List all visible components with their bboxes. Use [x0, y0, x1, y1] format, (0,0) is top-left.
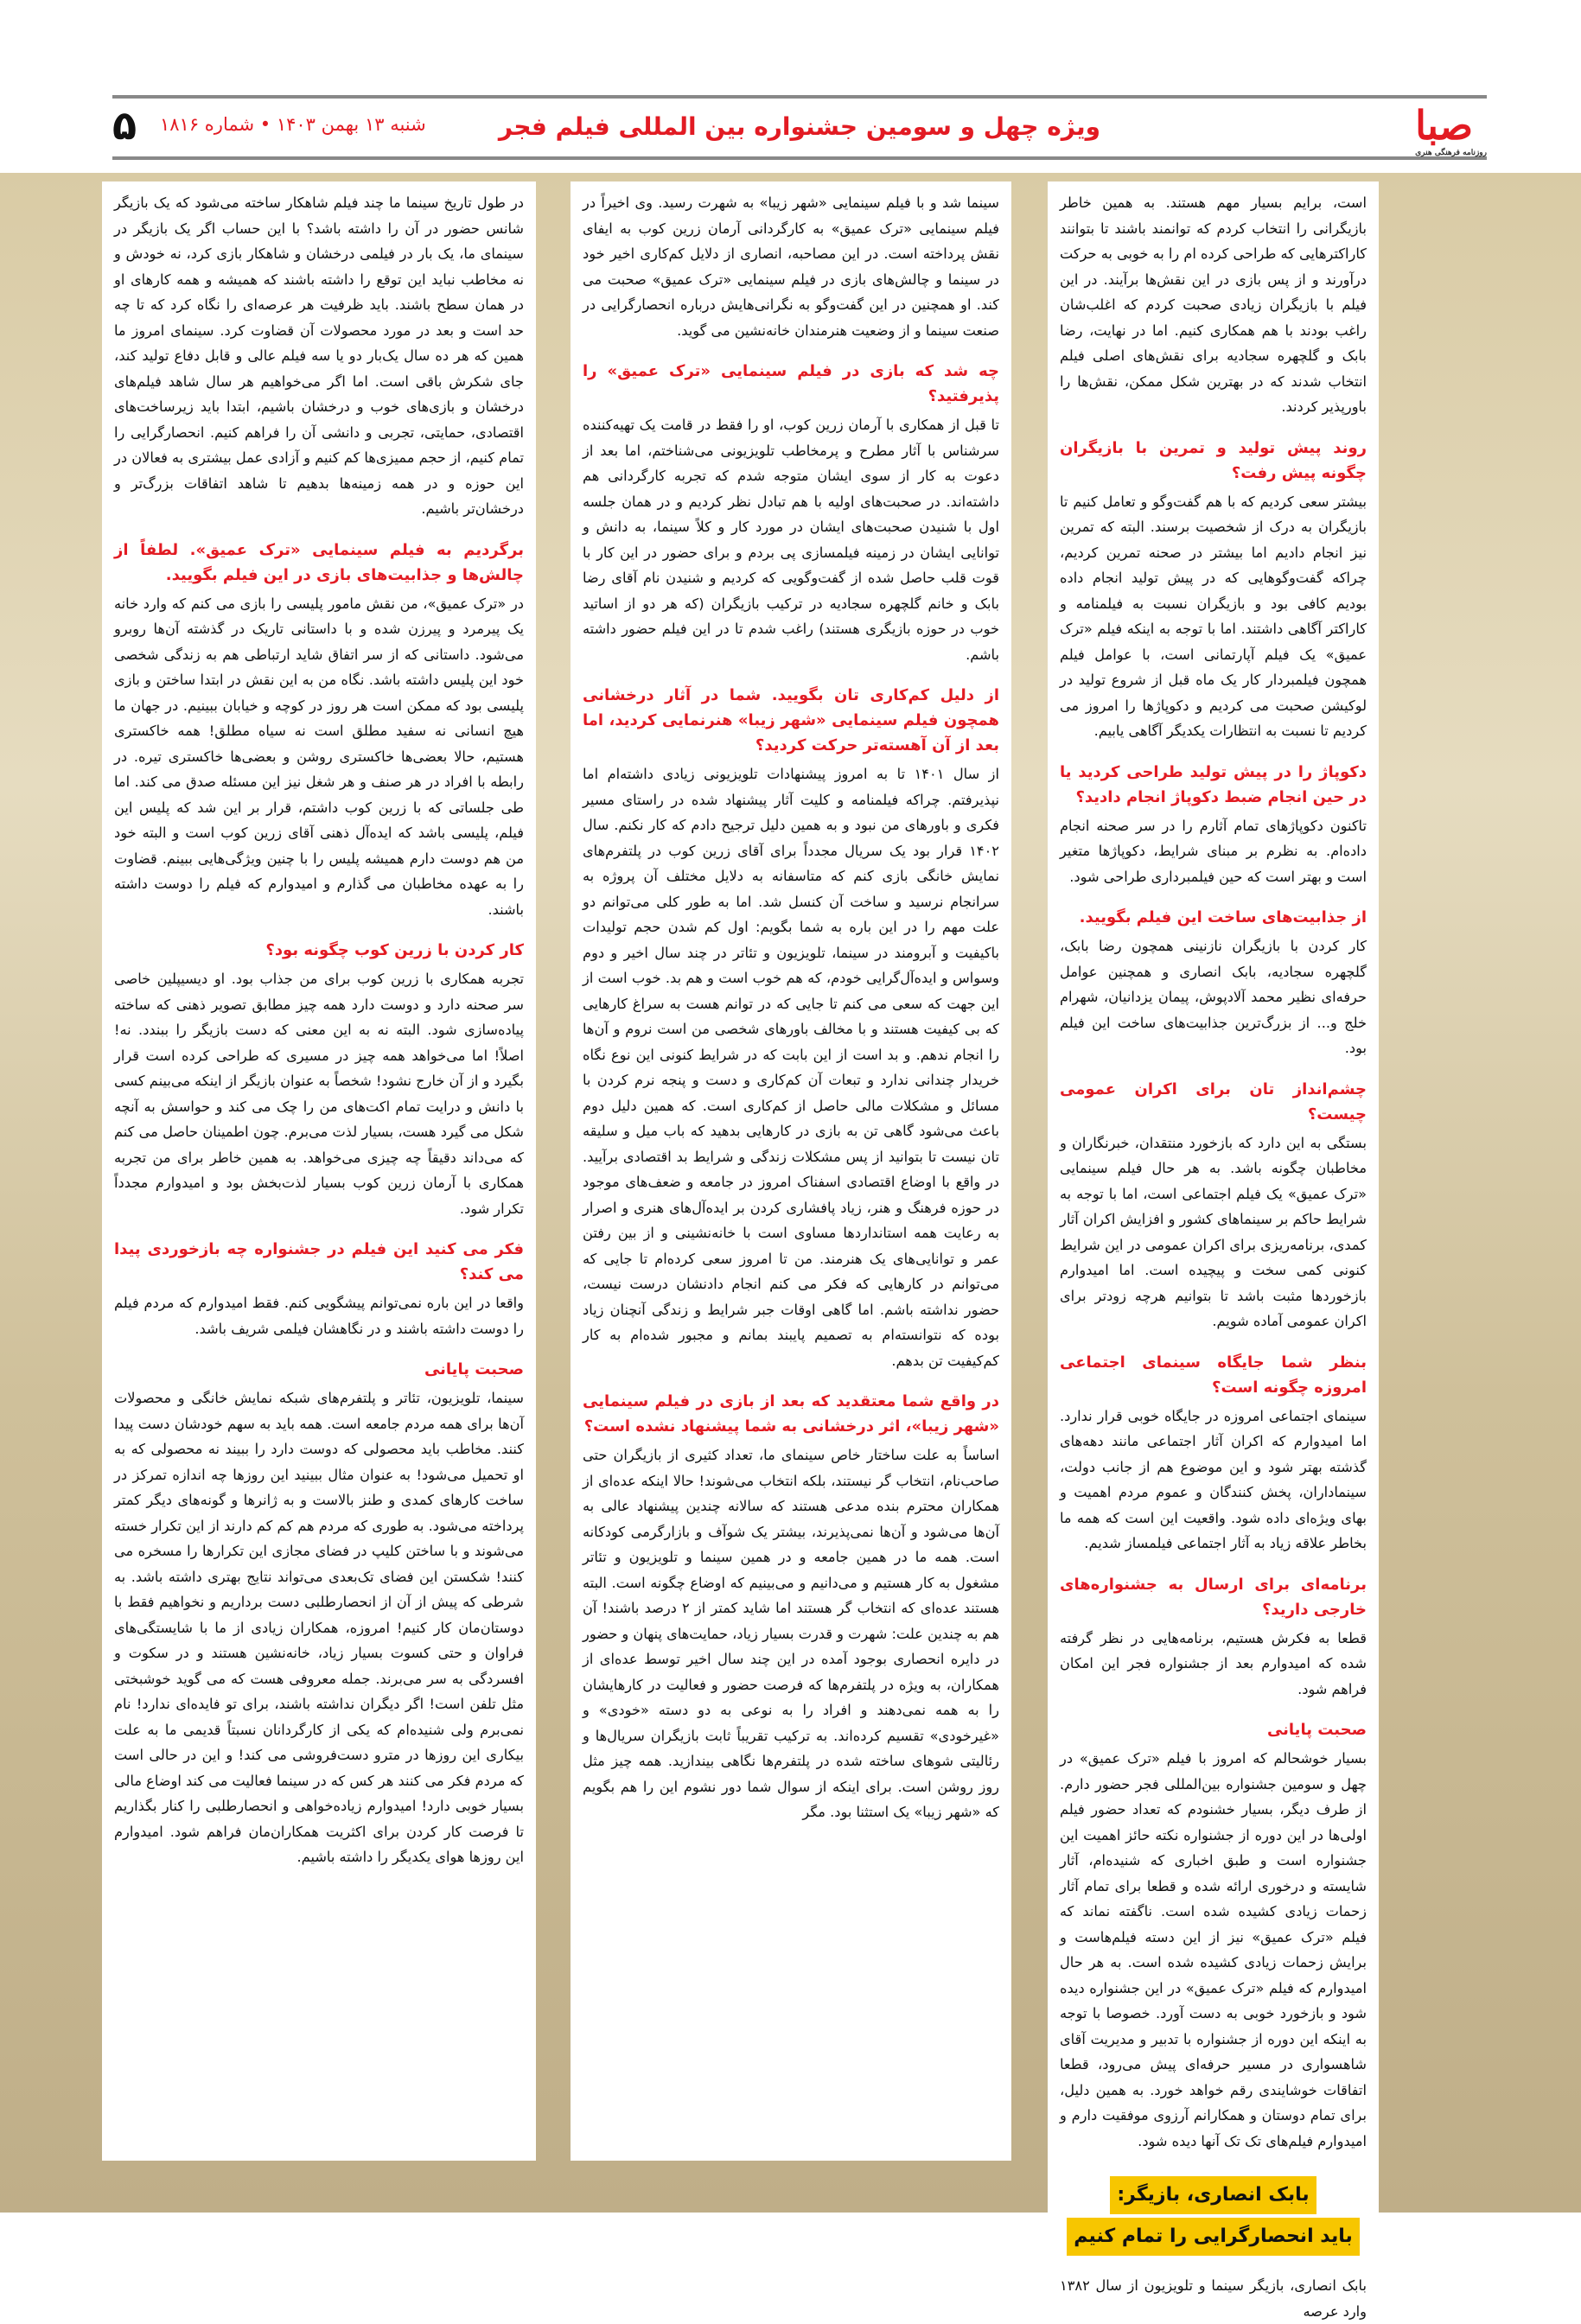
question-heading: چه شد که بازی در فیلم سینمایی «ترک عمیق» را پذیرفتید؟ [583, 362, 999, 405]
paragraph: در طول تاریخ سینما ما چند فیلم شاهکار ساخته می‌شود که یک بازیگر شانس حضور در آن را داشته باشد؟ با این حساب اگر یک بازیگر در سینمای ما، یک بار در فیلمی درخشان و شاهکار بازی کرد، نه خودش و نه مخاطب نباید این توقع را داشته باشند که همیشه و همه کارهای او در همان سطح باشند. باید ظرفیت هر عرصه‌ای را نگاه کرد که تا چه حد است و بعد در مورد محصولات آن قضاوت کرد. سینمای امروز ما همین که هر ده سال یک‌بار دو یا سه فیلم عالی و قابل دفاع تولید کند، جای شکرش باقی است. اما اگر می‌خواهیم هر سال شاهد فیلم‌های درخشان و بازی‌های خوب و درخشان باشیم، ابتدا باید زیرساخت‌های اقتصادی، حمایتی، تجربی و دانشی آن را فراهم کنیم. انحصارگرایی را تمام کنیم، از حجم ممیزی‌ها کم کنیم و آزادی عمل بیشتری به فعالان در این حوزه و در همه زمینه‌ها بدهیم تا شاهد اتفاقات بزرگ‌تر و درخشان‌تر باشیم. [114, 194, 524, 517]
right-column [1048, 181, 1379, 2320]
answer-paragraph: اساساً به علت ساختار خاص سینمای ما، تعداد کثیری از بازیگران حتی صاحب‌نام، انتخاب گر نیستند، بلکه انتخاب می‌شوند! حالا اینکه عده‌ای از همکاران محترم بنده مدعی هستند که سالانه چندین پیشنهاد عالی به آن‌ها می‌شود و آن‌ها نمی‌پذیرند، بیشتر یک شوآف و بازارگرمی کودکانه است. همه ما در همین جامعه و در همین سینما و تلویزیون و تئاتر مشغول به کار هستیم و می‌دانیم و می‌بینیم که اوضاع چگونه است. البته هستند عده‌ای که انتخاب گر هستند اما شاید کمتر از ۲ درصد باشند! آن هم به چندین علت: شهرت و قدرت بسیار زیاد، حمایت‌های پنهان و حضور در دایره انحصاری بوجود آمده در این چند سال اخیر توسط عده‌ای از همکاران، به ویژه در پلتفرم‌ها که فرصت حضور و فعالیت در کارهایشان را به همه نمی‌دهند و افراد را به نوعی به دو دسته «خودی» و «غیرخودی» تقسیم کرده‌اند. به ترکیب تقریباً ثابت بازیگران سریال‌ها و رئالیتی شوهای ساخته شده در پلتفرم‌ها نگاهی بیندازید. همه چیز مثل روز روشن است. برای اینکه از سوال شما دور نشوم این را هم بگویم که «شهر زیبا» یک استثنا بود. مگر [583, 1447, 999, 1820]
answer-paragraph: بستگی به این دارد که بازخورد منتقدان، خبرنگاران و مخاطبان چگونه باشد. به هر حال فیلم سینمایی «ترک عمیق» یک فیلم اجتماعی است، اما با توجه به شرایط حاکم بر سینماهای کشور و افزایش اکران آثار کمدی، برنامه‌ریزی برای اکران عمومی در این شرایط کنونی کمی سخت و پیچیده است. اما امیدوارم بازخوردها مثبت باشد تا بتوانیم هرچه زودتر برای اکران عمومی آماده شویم. [1060, 1134, 1367, 1329]
middle-column [571, 181, 1011, 2161]
newspaper-logo [1415, 102, 1487, 157]
answer-paragraph: بسیار خوشحالم که امروز با فیلم «ترک عمیق» در چهل و سومین جشنواره بین‌المللی فجر حضور دارم. از طرف دیگر، بسیار خشنودم که تعداد حضور فیلم اولی‌ها در این دوره از جشنواره نکته حائز اهمیت این جشنواره است و طبق اخباری که شنیده‌ام، آثار شایسته و درخوری ارائه شده و قطعا برای تمام آثار زحمات زیادی کشیده شده است. ناگفته نماند که فیلم «ترک عمیق» نیز از این دسته فیلم‌هاست و برایش زحمات زیادی کشیده شده است. به هر حال امیدوارم که فیلم «ترک عمیق» در این جشنواره دیده شود و بازخورد خوبی به دست آورد. خصوصا با توجه به اینکه این دوره از جشنواره با تدبیر و مدیریت آقای شاهسواری در مسیر حرفه‌ای پیش می‌رود، قطعا اتفاقات خوشایندی رقم خواهد خورد. به همین دلیل، برای تمام دوستان و همکارانم آرزوی موفقیت دارم و امیدوارم فیلم‌های تک تک آنها دیده شود. [1060, 1750, 1367, 2149]
question-heading: از دلیل کم‌کاری تان بگویید. شما در آثار درخشانی همچون فیلم سینمایی «شهر زیبا» هنرنمایی کردید، اما بعد از آن آهسته‌تر حرکت کردید؟ [583, 686, 999, 755]
logo-tagline: روزنامه فرهنگی هنری [1415, 149, 1487, 157]
answer-paragraph: واقعا در این باره نمی‌توانم پیشگویی کنم. فقط امیدوارم که مردم فیلم را دوست داشته باشند و در نگاهشان فیلمی شریف باشد. [114, 1295, 524, 1337]
interview-intro: بابک انصاری، بازیگر سینما و تلویزیون از سال ۱۳۸۲ وارد عرصه [1060, 2277, 1367, 2320]
answer-paragraph: در «ترک عمیق»، من نقش مامور پلیسی را بازی می کنم که وارد خانه یک پیرمرد و پیرزن شده و با داستانی تاریک در گذشته آن‌ها روبرو می‌شود. داستانی که از سر اتفاق شاید ارتباطی هم به زندگی شخصی خود این پلیس داشته باشد. نگاه من به این نقش در ابتدا ساختن و بازی پلیسی بود که ممکن است هر روز در کوچه و خیابان ببینیم. در جهان ما هیچ انسانی نه سفید مطلق است نه سیاه مطلق! همه خاکستری هستیم، حالا بعضی‌ها خاکستری روشن و بعضی‌ها خاکستری تیره. در رابطه با افراد در هر صنف و هر شغل نیز این مسئله صدق می کند. اما طی جلساتی که با زرین کوب داشتم، قرار بر این شد که پلیس این فیلم، پلیسی باشد که ایده‌آل ذهنی آقای زرین کوب است و البته خود من هم دوست دارم همیشه پلیس را با چنین ویژگی‌هایی ببینم. قضاوت را به عهده مخاطبان می گذارم و امیدوارم که فیلم را دوست داشته باشند. [114, 595, 524, 918]
question-heading: روند پیش تولید و تمرین با بازیگران چگونه پیش رفت؟ [1060, 438, 1367, 482]
interview-title [1060, 2174, 1367, 2257]
interview-title-line2: باید انحصارگرایی را تمام کنیم [1067, 2218, 1360, 2256]
answer-paragraph: تا قبل از همکاری با آرمان زرین کوب، او را فقط در قامت یک تهیه‌کننده سرشناس با آثار مطرح و پرمخاطب تلویزیونی می‌شناختم، اما بعد از دعوت به کار از سوی ایشان متوجه شدم که تجربه کارگردانی هم داشته‌اند. در صحبت‌های اولیه با هم تبادل نظر کردیم و در همان جلسه اول با شنیدن صحبت‌های ایشان در مورد کار و کلاً سینما، به دانش و توانایی ایشان در زمینه فیلمسازی پی بردم و برای حضور در این کار با قوت قلب حاصل شده از گفت‌وگویی که کردیم و شنیدن نام آقای رضا بابک و خانم گلچهره سجادیه در ترکیب بازیگران (که هر دو از اساتید خوب در حوزه بازیگری هستند) راغب شدم تا در این فیلم حضور داشته باشم. [583, 417, 999, 663]
question-heading: فکر می کنید این فیلم در جشنواره چه بازخوردی پیدا می کند؟ [114, 1240, 524, 1283]
paragraph: است، برایم بسیار مهم هستند. به همین خاطر بازیگرانی را انتخاب کردم که توانمند باشند تا بتوانند کاراکترهایی که طراحی کرده ام را به خوبی به حرکت درآورند و از پس بازی در این نقش‌ها برآیند. در این فیلم با بازیگران زیادی صحبت کردم که اغلب‌شان راغب بودند با هم همکاری کنیم. اما در نهایت، رضا بابک و گلچهره سجادیه برای نقش‌های اصلی فیلم انتخاب شدند که در بهترین شکل ممکن، نقش‌ها را باورپذیر کردند. [1060, 194, 1367, 415]
answer-paragraph: تجربه همکاری با زرین کوب برای من جذاب بود. او دیسیپلین خاصی سر صحنه دارد و دوست دارد همه چیز مطابق تصویر ذهنی که ساخته پیاده‌سازی شود. البته نه به این معنی که دست بازیگر را ببندد. نه! اصلاً! اما می‌خواهد همه چیز در مسیری که طراحی کرده است قرار بگیرد و از آن خارج نشود! شخصاً به عنوان بازیگر از اینکه می‌بینم کسی با دانش و درایت تمام اکت‌های من را چک می کند و حواسش به آنچه شکل می گیرد هست، بسیار لذت می‌برم. چون اطمینان حاصل می کنم که می‌داند دقیقاً چه چیزی می‌خواهد. به همین خاطر برای من تجربه همکاری با آرمان زرین کوب بسیار لذت‌بخش بود و امیدوارم مجدداً تکرار شود. [114, 971, 524, 1217]
question-heading: برگردیم به فیلم سینمایی «ترک عمیق». لطفاً از چالش‌ها و جذابیت‌های بازی در این فیلم بگویید. [114, 540, 524, 584]
question-heading: در واقع شما معتقدید که بعد از بازی در فیلم سینمایی «شهر زیبا»، اثر درخشانی به شما پیشنهاد نشده است؟ [583, 1392, 999, 1436]
answer-paragraph: سینمای اجتماعی امروزه در جایگاه خوبی قرار ندارد. اما امیدوارم که اکران آثار اجتماعی مانند دهه‌های گذشته بهتر شود و این موضوع هم از جانب دولت، سینماداران، پخش کنندگان و عموم مردم اهمیت و بهای ویژه‌ای داده شود. واقعیت این است که همه ما بخاطر علاقه زیاد به آثار اجتماعی فیلمساز شدیم. [1060, 1407, 1367, 1551]
question-heading: بنظر شما جایگاه سینمای اجتماعی امروزه چگونه است؟ [1060, 1353, 1367, 1397]
question-heading: چشم‌انداز تان برای اکران عمومی چیست؟ [1060, 1079, 1367, 1124]
question-heading: از جذابیت‌های ساخت این فیلم بگویید. [1079, 908, 1367, 926]
answer-paragraph: از سال ۱۴۰۱ تا به امروز پیشنهادات تلویزیونی زیادی داشته‌ام اما نپذیرفتم. چراکه فیلمنامه و کلیت آثار پیشنهاد شده در راستای مسیر فکری و باورهای من نبود و به همین دلیل ترجیح دادم که کار نکنم. سال ۱۴۰۲ قرار بود یک سریال مجدداً برای آقای زرین کوب در پلتفرم‌های نمایش خانگی بازی کنم که متاسفانه به دلایل مختلف آن پروژه به سرانجام نرسید و ساخت آن کنسل شد. اما به طور کلی می‌توانم دو علت مهم را در این باره به شما بگویم: اول کم شدن حجم تولیدات باکیفیت و آبرومند در سینما، تلویزیون و تئاتر در چند سال اخیر و دوم وسواس و ایده‌آل‌گرایی خودم، که هم خوب است و هم بد. خوب است از این جهت که سعی می کنم تا جایی که در توانم هست به سراغ کارهایی که بی کیفیت هستند و با مخالف باورهای شخصی من است نروم و آن‌ها را انجام ندهم. و بد است از این بابت که در شرایط کنونی این نوع نگاه خریدار چندانی ندارد و تبعات آن کم‌کاری و دست و پنجه نرم کردن با مسائل و مشکلات مالی حاصل از کم‌کاری است. که همین دلیل دوم باعث می‌شود گاهی تن به بازی در کارهایی بدهید که باب میل و سلیقه تان نیست تا بتوانید از پس مشکلات زندگی و شرایط بد اقتصادی برآیید. در واقع با اوضاع اقتصادی اسفناک امروز در جامعه و ضعف‌های موجود در حوزه فرهنگ و هنر، زیاد پافشاری کردن بر ایده‌آل‌های هنری و اصرار به رعایت همه استانداردها مساوی است با خانه‌نشینی و از بین رفتن عمر و توانایی‌های یک هنرمند. من تا امروز سعی کرده‌ام تا جایی که می‌توانم در کارهایی که فکر می کنم انجام دادنشان درست نیست، حضور نداشته باشم. اما گاهی اوقات جبر شرایط و زندگی آنچنان زیاد بوده که نتوانسته‌ام به تصمیم پایبند بمانم و مجبور شده‌ام به کار کم‌کیفیت تن بدهم. [583, 766, 999, 1369]
logo-text: صبا [1415, 102, 1474, 149]
paragraph: سینما شد و با فیلم سینمایی «شهر زیبا» به شهرت رسید. وی اخیراً در فیلم سینمایی «ترک عمیق» به کارگردانی آرمان زرین کوب به ایفای نقش پرداخته است. در این مصاحبه، انصاری از دلایل کم‌کاری اخیر خود در سینما و چالش‌های بازی در فیلم سینمایی «ترک عمیق» صحبت می کند. او همچنین در این گفت‌وگو به نگرانی‌هایش درباره انحصارگرایی در صنعت سینما و از وضعیت هنرمندان خانه‌نشین می گوید. [583, 194, 999, 339]
issue-date: شنبه ۱۳ بهمن ۱۴۰۳ • شماره ۱۸۱۶ [160, 114, 426, 135]
question-heading: صحبت پایانی [1266, 1721, 1367, 1739]
left-column [102, 181, 536, 2161]
question-heading: کار کردن با زرین کوب چگونه بود؟ [265, 941, 524, 959]
question-heading: دکوپاژ را در پیش تولید طراحی کردید یا در حین انجام ضبط دکوپاژ انجام دادید؟ [1060, 762, 1367, 806]
answer-paragraph: کار کردن با بازیگران نازنینی همچون رضا بابک، گلچهره سجادیه، بابک انصاری و همچنین عوامل حرفه‌ای نظیر محمد آلادپوش، پیمان یزدانیان، شهرام خلج و... از بزرگ‌ترین جذابیت‌های ساخت این فیلم بود. [1060, 938, 1367, 1056]
page-number: ۵ [112, 102, 137, 149]
answer-paragraph: بیشتر سعی کردیم که با هم گفت‌وگو و تعامل کنیم تا بازیگران به درک از شخصیت برسند. البته که تمرین نیز انجام دادیم اما بیشتر در صحنه تمرین کردیم، چراکه گفت‌وگوهایی که در پیش تولید انجام داده بودیم کافی بود و بازیگران نسبت به فیلمنامه و کاراکتر آگاهی داشتند. اما با توجه به اینکه فیلم «ترک عمیق» یک فیلم آپارتمانی است، با عوامل فیلم همچون فیلمبردار کار یک ماه قبل از شروع تولید در لوکیشن صحبت می کردیم و دکوپاژها را امروز می کردیم تا نسبت به انتظارات یکدیگر آگاهی یابیم. [1060, 493, 1367, 739]
question-heading: صحبت پایانی [424, 1360, 524, 1378]
question-heading: برنامه‌ای برای ارسال به جشنواره‌های خارجی دارید؟ [1060, 1575, 1367, 1619]
answer-paragraph: قطعا به فکرش هستیم، برنامه‌هایی در نظر گرفته شده که امیدوارم بعد از جشنواره فجر این امکان فراهم شود. [1060, 1629, 1367, 1697]
interview-title-line1: بابک انصاری، بازیگر: [1110, 2176, 1316, 2214]
answer-paragraph: تاکنون دکوپاژهای تمام آثارم را در سر صحنه انجام داده‌ام. به نظرم بر مبنای شرایط، دکوپاژها متغیر است و بهتر است که حین فیلمبرداری طراحی شود. [1060, 817, 1367, 885]
answer-paragraph: سینما، تلویزیون، تئاتر و پلتفرم‌های شبکه نمایش خانگی و محصولات آن‌ها برای همه مردم جامعه است. همه باید به سهم خودشان دست پیدا کنند. مخاطب باید محصولی که دوست دارد را ببیند نه محصولی که به او تحمیل می‌شود! به عنوان مثال ببینید این روزها چه اندازه تمرکز در ساخت کارهای کمدی و طنز بالاست و به ژانرها و گونه‌های دیگر کمتر پرداخته می‌شود. به طوری که مردم هم کم کم دارند از این تکرار خسته می‌شوند و با ساختن کلیپ در فضای مجازی این تکرارها را مسخره می کنند! شکستن این فضای تک‌بعدی می‌تواند نتایج بهتری داشته باشد. به شرطی که پیش از آن از انحصارطلبی دست برداریم و نخواهیم فقط با دوستان‌مان کار کنیم! امروزه، همکاران زیادی از ما با شایستگی‌های فراوان و حتی کسوت بسیار زیاد، خانه‌نشین هستند و در سکوت و افسردگی به سر می‌برند. جمله معروفی هست که می گوید خوشبختی مثل تلفن است! اگر دیگران نداشته باشند، برای تو فایده‌ای ندارد! نام نمی‌برم ولی شنیده‌ام که یکی از کارگردانان نسبتاً قدیمی ما به علت بیکاری این روزها در مترو دست‌فروشی می کند! و این در حالی است که مردم فکر می کنند هر کس که در سینما فعالیت می کند اوضاع مالی بسیار خوبی دارد! امیدوارم زیاده‌خواهی و انحصارطلبی را کنار بگذاریم تا فرصت کار کردن برای اکثریت همکاران‌مان فراهم شود. امیدوارم این روزها هوای یکدیگر را داشته باشیم. [114, 1390, 524, 1865]
page-header [112, 95, 1487, 157]
section-title: ویژه چهل و سومین جشنواره بین المللی فیلم فجر [498, 112, 1101, 141]
